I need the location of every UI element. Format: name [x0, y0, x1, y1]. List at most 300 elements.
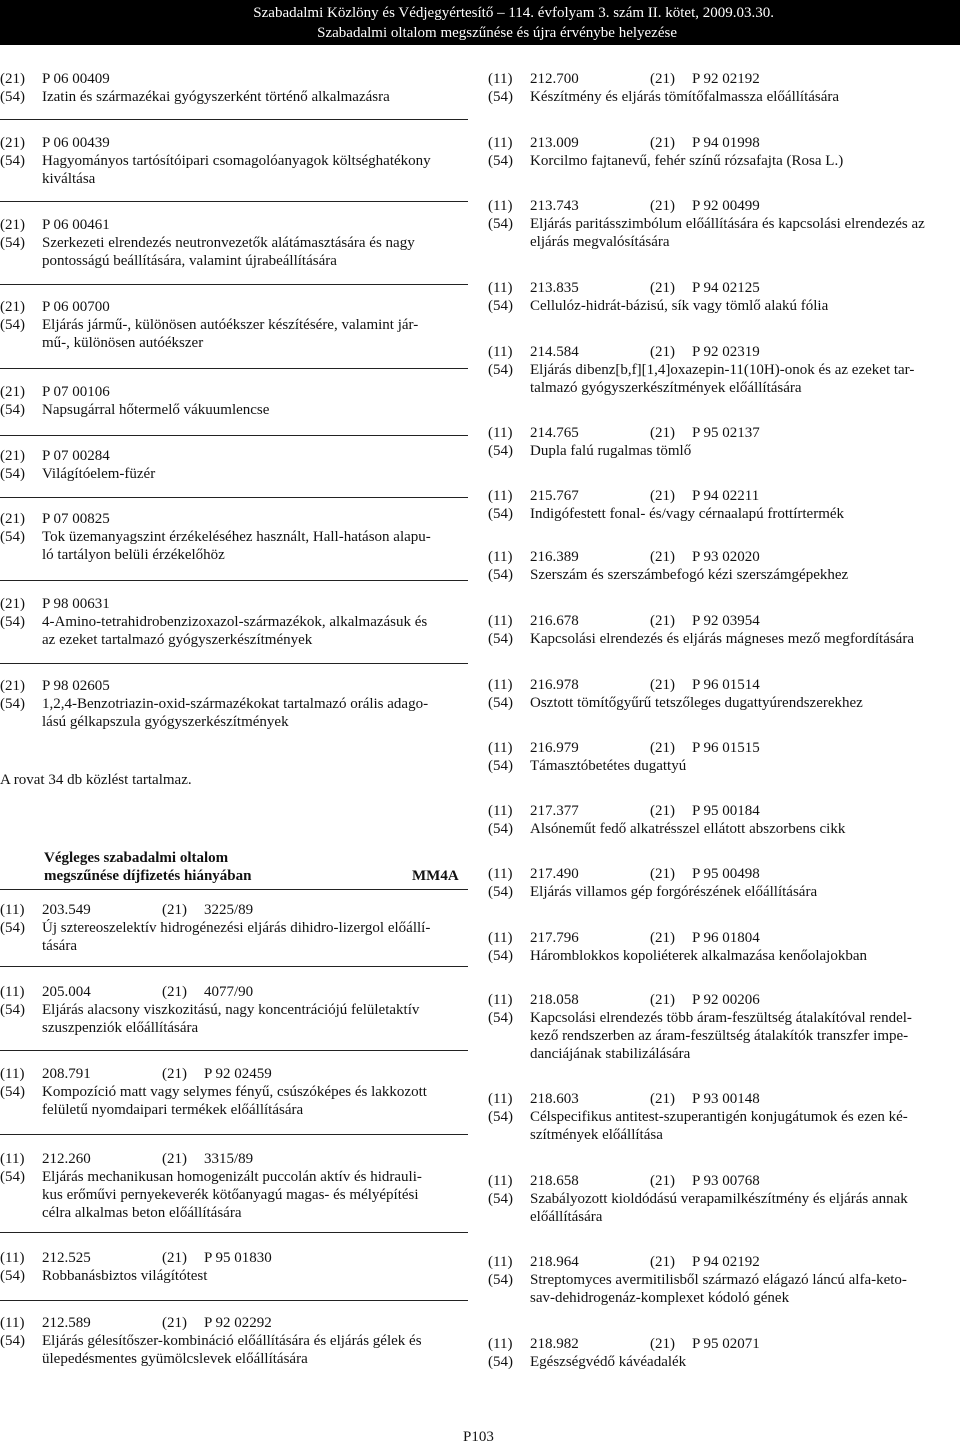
patent-entry — [488, 279, 960, 315]
entry-title-line — [488, 1190, 960, 1208]
patent-entry — [488, 1172, 960, 1226]
application-id: P 98 02605 — [42, 678, 110, 694]
entry-title: Hagyományos tartósítóipari csomagolóanyagok költséghatékony — [42, 153, 431, 169]
patent-number: 213.835 — [530, 280, 579, 296]
patent-number: 213.009 — [530, 135, 579, 151]
entry-title-line — [488, 215, 960, 233]
entry-title: 1,2,4-Benzotriazin-oxid-származékokat tartalmazó orális adago- — [42, 696, 429, 712]
code-spacer — [0, 334, 42, 352]
entry-id-line — [0, 216, 470, 234]
code-54: (54) — [488, 631, 513, 647]
code-spacer — [0, 1204, 42, 1222]
code-54: (54) — [0, 614, 25, 630]
entry-title: mű-, különösen autóékszer — [42, 335, 204, 351]
code-11: (11) — [488, 1254, 513, 1270]
entry-title: Eljárás villamos gép forgórészének előállítására — [530, 884, 818, 900]
entry-title-line — [488, 820, 960, 838]
code-spacer — [0, 252, 42, 270]
entry-title-line — [488, 1353, 960, 1371]
application-id: P 06 00700 — [42, 299, 110, 315]
entry-id-line — [0, 510, 470, 528]
code-54: (54) — [488, 567, 513, 583]
entry-separator — [0, 119, 468, 120]
code-21: (21) — [0, 384, 25, 400]
application-id: P 94 01998 — [692, 135, 760, 151]
entry-title-line — [488, 1045, 960, 1063]
patent-entry — [488, 991, 960, 1063]
application-id: P 95 02137 — [692, 425, 760, 441]
code-54: (54) — [0, 466, 25, 482]
code-spacer — [488, 1208, 530, 1226]
application-id: P 92 00499 — [692, 198, 760, 214]
code-11: (11) — [488, 1336, 513, 1352]
patent-entry — [488, 1253, 960, 1307]
patent-number: 205.004 — [42, 984, 91, 1000]
application-id: P 96 01515 — [692, 740, 760, 756]
entry-title: Kompozíció matt vagy selymes fényű, csúszóképes és lakkozott — [42, 1084, 427, 1100]
code-spacer — [488, 379, 530, 397]
entry-title: az ezeket tartalmazó gyógyszerkészítmények — [42, 632, 313, 648]
patent-entry — [0, 901, 470, 955]
application-id: P 92 02192 — [692, 71, 760, 87]
journal-title: Szabadalmi Közlöny és Védjegyértesítő – 114. évfolyam 3. szám II. kötet, 2009.03.30. — [253, 5, 774, 21]
code-21: (21) — [650, 1173, 675, 1189]
code-21: (21) — [650, 549, 675, 565]
entry-title-line — [488, 88, 960, 106]
entry-title-line — [0, 170, 470, 188]
patent-entry — [0, 447, 470, 483]
code-21: (21) — [650, 992, 675, 1008]
application-id: P 92 02459 — [204, 1066, 272, 1082]
code-11: (11) — [488, 866, 513, 882]
code-spacer — [0, 1019, 42, 1037]
entry-title-line — [0, 1101, 470, 1119]
application-id: P 93 00148 — [692, 1091, 760, 1107]
patent-number: 218.658 — [530, 1173, 579, 1189]
entry-title: Kapcsolási elrendezés több áram-feszültség átalakítóval rendel- — [530, 1010, 912, 1026]
entry-title-line — [488, 630, 960, 648]
code-54: (54) — [488, 153, 513, 169]
entry-title-line — [0, 152, 470, 170]
entry-title: Eljárás mechanikusan homogenizált puccolán aktív és hidrauli- — [42, 1169, 422, 1185]
entry-title: Világítóelem-füzér — [42, 466, 156, 482]
patent-number: 212.700 — [530, 71, 579, 87]
entry-separator — [0, 435, 468, 436]
application-id: P 94 02211 — [692, 488, 760, 504]
code-spacer — [0, 713, 42, 731]
entry-id-line — [488, 865, 960, 883]
entry-title-line — [0, 1332, 470, 1350]
application-id: P 98 00631 — [42, 596, 110, 612]
code-21: (21) — [650, 740, 675, 756]
code-11: (11) — [488, 1091, 513, 1107]
code-54: (54) — [488, 216, 513, 232]
entry-title-line — [488, 442, 960, 460]
patent-entry — [0, 70, 470, 106]
entry-title: szítmények előállítása — [530, 1127, 663, 1143]
code-54: (54) — [488, 89, 513, 105]
patent-number: 217.796 — [530, 930, 579, 946]
entry-id-line — [488, 343, 960, 361]
patent-number: 212.525 — [42, 1250, 91, 1266]
entry-title-line — [488, 152, 960, 170]
code-54: (54) — [0, 89, 25, 105]
application-id: P 92 00206 — [692, 992, 760, 1008]
entry-title-line — [0, 1186, 470, 1204]
entry-title-line — [488, 1108, 960, 1126]
patent-entry — [488, 424, 960, 460]
code-spacer — [0, 170, 42, 188]
code-21: (21) — [650, 71, 675, 87]
entry-title: Indigófestett fonal- és/vagy cérnaalapú frottírtermék — [530, 506, 845, 522]
code-spacer — [0, 546, 42, 564]
patent-number: 216.389 — [530, 549, 579, 565]
code-11: (11) — [488, 740, 513, 756]
entry-id-line — [488, 676, 960, 694]
entry-title: ülepedésmentes gyümölcslevek előállítására — [42, 1351, 308, 1367]
entry-title: előállítására — [530, 1209, 603, 1225]
code-21: (21) — [650, 677, 675, 693]
code-21: (21) — [162, 1250, 187, 1266]
entry-title: Egészségvédő kávéadalék — [530, 1354, 687, 1370]
code-21: (21) — [650, 280, 675, 296]
code-54: (54) — [0, 1333, 25, 1349]
code-spacer — [488, 1027, 530, 1045]
entry-title-line — [488, 1289, 960, 1307]
entry-title-line — [488, 379, 960, 397]
entry-id-line — [0, 901, 470, 919]
entry-title-line — [488, 1271, 960, 1289]
entry-title: ló tartályon belüli érzékelőhöz — [42, 547, 225, 563]
page-number: P103 — [463, 1429, 494, 1445]
entry-title: Streptomyces avermitilisből származó elágazó láncú alfa-keto- — [530, 1272, 907, 1288]
code-21: (21) — [0, 678, 25, 694]
code-21: (21) — [650, 866, 675, 882]
code-21: (21) — [650, 198, 675, 214]
code-11: (11) — [0, 902, 25, 918]
code-21: (21) — [650, 488, 675, 504]
entry-id-line — [488, 1335, 960, 1353]
entry-title: szuszpenziók előállítására — [42, 1020, 199, 1036]
entry-title-line — [0, 695, 470, 713]
entry-title: Háromblokkos kopoliéterek alkalmazása kenőolajokban — [530, 948, 867, 964]
entry-title-line — [488, 361, 960, 379]
application-id: P 95 00498 — [692, 866, 760, 882]
entry-title-line — [0, 1168, 470, 1186]
application-id: P 93 02020 — [692, 549, 760, 565]
code-54: (54) — [0, 153, 25, 169]
code-21: (21) — [650, 803, 675, 819]
code-21: (21) — [650, 1091, 675, 1107]
entry-id-line — [488, 548, 960, 566]
code-spacer — [488, 1045, 530, 1063]
code-11: (11) — [0, 1066, 25, 1082]
patent-entry — [0, 677, 470, 731]
code-54: (54) — [488, 362, 513, 378]
patent-number: 218.603 — [530, 1091, 579, 1107]
entry-title-line — [0, 1001, 470, 1019]
code-54: (54) — [488, 884, 513, 900]
entry-title: Robbanásbiztos világítótest — [42, 1268, 208, 1284]
code-54: (54) — [0, 1084, 25, 1100]
entry-title: kus erőművi pernyekeverék kötőanyagú magas- és mélyépítési — [42, 1187, 419, 1203]
code-21: (21) — [0, 448, 25, 464]
patent-number: 217.377 — [530, 803, 579, 819]
entry-title-line — [0, 1019, 470, 1037]
entry-title: eljárás megvalósítására — [530, 234, 670, 250]
code-21: (21) — [162, 1151, 187, 1167]
code-11: (11) — [488, 71, 513, 87]
entry-id-line — [0, 595, 470, 613]
entry-title: kező rendszerben az áram-feszültség átalakítók transzfer impe- — [530, 1028, 909, 1044]
entry-id-line — [488, 991, 960, 1009]
entry-id-line — [488, 1172, 960, 1190]
application-id: 4077/90 — [204, 984, 254, 1000]
entry-title: Eljárás paritásszimbólum előállítására és kapcsolási elrendezés az — [530, 216, 925, 232]
entry-title-line — [0, 465, 470, 483]
application-id: P 92 03954 — [692, 613, 760, 629]
application-id: P 96 01514 — [692, 677, 760, 693]
code-21: (21) — [0, 135, 25, 151]
entry-id-line — [488, 802, 960, 820]
entry-id-line — [488, 134, 960, 152]
entry-title-line — [0, 316, 470, 334]
application-id: P 94 02192 — [692, 1254, 760, 1270]
entry-title-line — [488, 505, 960, 523]
code-21: (21) — [650, 613, 675, 629]
patent-number: 214.765 — [530, 425, 579, 441]
entry-id-line — [488, 70, 960, 88]
entry-separator — [0, 497, 468, 498]
entry-title: Szabályozott kioldódású verapamilkészítmény és eljárás annak — [530, 1191, 908, 1207]
code-54: (54) — [0, 235, 25, 251]
entry-title: Eljárás jármű-, különösen autóékszer készítésére, valamint jár- — [42, 317, 419, 333]
entry-separator — [0, 201, 468, 202]
code-spacer — [488, 1289, 530, 1307]
code-21: (21) — [0, 71, 25, 87]
code-21: (21) — [0, 299, 25, 315]
code-21: (21) — [650, 425, 675, 441]
application-id: 3315/89 — [204, 1151, 254, 1167]
application-id: P 96 01804 — [692, 930, 760, 946]
code-11: (11) — [488, 803, 513, 819]
entry-id-line — [488, 424, 960, 442]
code-11: (11) — [0, 1315, 25, 1331]
entry-title: danciájának stabilizálására — [530, 1046, 691, 1062]
code-11: (11) — [488, 198, 513, 214]
section-count-note: A rovat 34 db közlést tartalmaz. — [0, 772, 192, 788]
patent-entry — [488, 676, 960, 712]
patent-number: 212.260 — [42, 1151, 91, 1167]
code-54: (54) — [0, 696, 25, 712]
code-11: (11) — [488, 1173, 513, 1189]
entry-title-line — [0, 713, 470, 731]
code-spacer — [0, 937, 42, 955]
patent-entry — [0, 1249, 470, 1285]
entry-title: kiváltása — [42, 171, 96, 187]
patent-entry — [488, 739, 960, 775]
code-54: (54) — [0, 1268, 25, 1284]
application-id: 3225/89 — [204, 902, 254, 918]
patent-number: 218.058 — [530, 992, 579, 1008]
entry-title: Alsóneműt fedő alkatrésszel ellátott abszorbens cikk — [530, 821, 846, 837]
patent-number: 217.490 — [530, 866, 579, 882]
code-21: (21) — [162, 984, 187, 1000]
entry-title: Napsugárral hőtermelő vákuumlencse — [42, 402, 270, 418]
application-id: P 06 00461 — [42, 217, 110, 233]
entry-title: felületű nyomdaipari termékek előállítására — [42, 1102, 304, 1118]
entry-title-line — [488, 947, 960, 965]
application-id: P 95 01830 — [204, 1250, 272, 1266]
application-id: P 07 00284 — [42, 448, 110, 464]
entry-title: Eljárás alacsony viszkozitású, nagy koncentrációjú felületaktív — [42, 1002, 420, 1018]
patent-number: 203.549 — [42, 902, 91, 918]
code-21: (21) — [0, 511, 25, 527]
entry-title: Osztott tömítőgyűrű tetszőleges dugattyúrendszerekhez — [530, 695, 863, 711]
code-21: (21) — [162, 1066, 187, 1082]
entry-title: Eljárás gélesítőszer-kombináció előállítására és eljárás gélek és — [42, 1333, 422, 1349]
entry-separator — [0, 663, 468, 664]
code-21: (21) — [650, 1336, 675, 1352]
patent-entry — [488, 1335, 960, 1371]
code-54: (54) — [488, 1191, 513, 1207]
entry-title: tására — [42, 938, 77, 954]
code-spacer — [488, 1126, 530, 1144]
entry-title-line — [488, 1126, 960, 1144]
application-id: P 07 00825 — [42, 511, 110, 527]
code-11: (11) — [488, 677, 513, 693]
entry-id-line — [0, 1150, 470, 1168]
section-code: MM4A — [412, 868, 459, 884]
entry-separator — [0, 1050, 468, 1051]
entry-title-line — [488, 883, 960, 901]
section-title-line2: megszűnése díjfizetés hiányában — [44, 868, 252, 884]
code-11: (11) — [488, 280, 513, 296]
patent-entry — [0, 1150, 470, 1222]
entry-title: Dupla falú rugalmas tömlő — [530, 443, 692, 459]
section-heading: Szabadalmi oltalom megszűnése és újra érvénybe helyezése — [317, 25, 677, 41]
application-id: P 92 02319 — [692, 344, 760, 360]
entry-title-line — [488, 1208, 960, 1226]
patent-entry — [0, 595, 470, 649]
patent-number: 216.978 — [530, 677, 579, 693]
entry-id-line — [488, 487, 960, 505]
code-54: (54) — [488, 695, 513, 711]
entry-title: Kapcsolási elrendezés és eljárás mágneses mező megfordítására — [530, 631, 914, 647]
code-11: (11) — [488, 135, 513, 151]
entry-title: 4-Amino-tetrahidrobenzizoxazol-származékok, alkalmazásuk és — [42, 614, 428, 630]
code-spacer — [0, 1101, 42, 1119]
entry-title: Cellulóz-hidrát-bázisú, sík vagy tömlő alakú fólia — [530, 298, 829, 314]
code-11: (11) — [0, 1250, 25, 1266]
entry-separator — [0, 1300, 468, 1301]
patent-entry — [488, 197, 960, 251]
patent-number: 218.982 — [530, 1336, 579, 1352]
entry-title: célra alkalmas beton előállítására — [42, 1205, 242, 1221]
code-54: (54) — [0, 1002, 25, 1018]
entry-title-line — [0, 1204, 470, 1222]
code-21: (21) — [650, 1254, 675, 1270]
entry-title: Szerszám és szerszámbefogó kézi szerszámgépekhez — [530, 567, 849, 583]
entry-title: Korcilmo fajtanevű, fehér színű rózsafajta (Rosa L.) — [530, 153, 844, 169]
code-spacer — [0, 631, 42, 649]
code-54: (54) — [488, 758, 513, 774]
entry-separator — [0, 580, 468, 581]
application-id: P 95 00184 — [692, 803, 760, 819]
entry-title: pontosságú beállítására, valamint újrabeállítására — [42, 253, 337, 269]
code-21: (21) — [0, 596, 25, 612]
entry-title: Szerkezeti elrendezés neutronvezetők alátámasztására és nagy — [42, 235, 415, 251]
entry-id-line — [0, 70, 470, 88]
code-11: (11) — [488, 930, 513, 946]
entry-title: sav-dehidrogenáz-komplexet kódoló gének — [530, 1290, 790, 1306]
entry-title-line — [488, 694, 960, 712]
entry-id-line — [0, 983, 470, 1001]
entry-title-line — [488, 757, 960, 775]
application-id: P 93 00768 — [692, 1173, 760, 1189]
patent-entry — [488, 487, 960, 523]
entry-id-line — [0, 447, 470, 465]
code-21: (21) — [0, 217, 25, 233]
section-title-line1: Végleges szabadalmi oltalom — [44, 850, 229, 866]
code-spacer — [488, 233, 530, 251]
patent-entry — [488, 70, 960, 106]
code-54: (54) — [0, 1169, 25, 1185]
patent-entry — [0, 383, 470, 419]
entry-title: Készítmény és eljárás tömítőfalmassza előállítására — [530, 89, 840, 105]
entry-separator — [0, 1232, 468, 1233]
entry-id-line — [0, 134, 470, 152]
application-id: P 06 00439 — [42, 135, 110, 151]
patent-entry — [488, 134, 960, 170]
application-id: P 07 00106 — [42, 384, 110, 400]
patent-entry — [0, 298, 470, 352]
patent-entry — [488, 548, 960, 584]
entry-id-line — [0, 1314, 470, 1332]
code-54: (54) — [488, 948, 513, 964]
code-21: (21) — [650, 135, 675, 151]
entry-id-line — [0, 1249, 470, 1267]
code-spacer — [0, 1350, 42, 1368]
entry-title: Célspecifikus antitest-szuperantigén konjugátumok és ezen ké- — [530, 1109, 908, 1125]
entry-title-line — [0, 334, 470, 352]
code-54: (54) — [0, 317, 25, 333]
entry-title-line — [0, 1083, 470, 1101]
code-11: (11) — [0, 984, 25, 1000]
entry-title-line — [0, 528, 470, 546]
entry-title-line — [488, 1009, 960, 1027]
section-title — [44, 849, 252, 885]
code-11: (11) — [488, 992, 513, 1008]
patent-number: 212.589 — [42, 1315, 91, 1331]
code-54: (54) — [488, 1272, 513, 1288]
patent-entry — [0, 510, 470, 564]
entry-id-line — [0, 298, 470, 316]
page-header — [0, 0, 960, 45]
entry-title-line — [0, 252, 470, 270]
entry-title-line — [0, 937, 470, 955]
code-spacer — [0, 1186, 42, 1204]
entry-id-line — [488, 1253, 960, 1271]
entry-title-line — [0, 631, 470, 649]
entry-title-line — [0, 401, 470, 419]
entry-separator — [0, 889, 468, 890]
entry-title: Támasztóbetétes dugattyú — [530, 758, 687, 774]
code-11: (11) — [488, 344, 513, 360]
code-21: (21) — [650, 930, 675, 946]
application-id: P 92 02292 — [204, 1315, 272, 1331]
code-54: (54) — [488, 298, 513, 314]
